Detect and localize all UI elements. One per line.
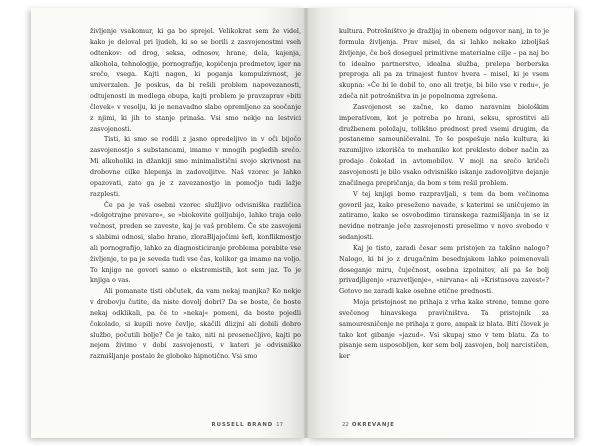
paragraph: Ali pomanate tisti občutek, da vam nekaj manjka? Ko nekje v drobovju čutite, da niste dovolj dobri? Da se boste, če boste nekaj odklikali, pa če to »nekaj« pomeni, da boste pojedli čokolado, si kupili nove čevlje, skačili dlizjni ali dobili dobro službo, počutili bolje? Če je tako, niti ni presenečljivo, kajti po nejem živimo v dobi zasvojenosti, v kateri je odvisniško razmišljanje postalo že globoko hipnotično. Vsi smo <box>90 287 301 361</box>
left-page-footer <box>212 422 286 428</box>
right-page-body <box>339 26 549 362</box>
paragraph: Moja pristojnost ne prihaja z vrha kake strene, temne gore svečenog hinavskega pravičništva. Ta pristojnik za samouresničenje ne prihaja z gore, ampak iz blata. Biti človek je tako kot gibanje »jazud«. Vsi skupaj smo v tem blatu. Za to pisanje sem usposobljen, ker sem bolj zasvojen, bolj narcističen, ker <box>339 298 549 361</box>
paragraph: Zasvojenost se začne, ko damo naravnim biološkim imperativom, kot je potreba po hrani, seksu, sprostitvi ali družbenem položaju, tolikšno prednost pred vsemi drugim, da postanemo samouničevalni. To še pospešuje naša kultura, ki razumljivo izkorišča to mehaniko kot preklesto dober način za prodajo čokolad in avtomobilov. V moji na srečo kričeči zasvojenosti je bilo vsako odvisniško iskanje zadovoljitve dejanje značilnega prepričanja, da bom s tem rešil problem. <box>339 102 549 187</box>
right-page-footer <box>339 422 395 428</box>
paragraph: V tej knjigi bomo razpravljali, s tem da bom večinoma govoril jaz, kako preseženo navade, s katerimi se uničujemo in zatiramo, kako se osvobodimo tiranskega razmišljanja in se iz nevidne notranje ječe zasvojenosti preselimo v novo svobodo v sedanjosti. <box>339 189 549 242</box>
left-page <box>31 8 306 438</box>
paragraph: Kaj je tisto, zaradi česar sem pristojen za takšno nalogo? Nalogo, ki bi jo z drugačnim besednjakom lahko poimenovali doseganje miru, čuječnost, osebna izpolnitev, ali pa še bolj privadjligenjo »razvetljenje«, »nirvana« ali »Kristusova zavest«? Gotovo ne zaradi kake osebne etične prednosti. <box>339 243 549 296</box>
left-page-body <box>90 26 301 362</box>
paragraph: Tisti, ki smo se rodili z jasno opredeljivo in v oči bijočo zasvojenostjo s substancami, imamo v mnogih pogledih srečo. Mi alkoholiki in džankiji smo minimalistični svojo skrivnost na drobovne cilke hlepenja in zadovoljitve. Naš vzorec je lahko opazovati, zato ga je z zavezanostjo in pomočjo tudi lažje razplesti. <box>90 135 301 198</box>
page-number: 17 <box>276 422 283 428</box>
page-number: 22 <box>342 422 349 428</box>
book-spine <box>304 8 308 438</box>
running-head-author: RUSSELL BRAND <box>211 422 274 428</box>
paragraph: Če pa je vaš osebni vzorec služljivo odvisniška različica »dolgotrajne prevare«, se »biokovite golljubijo, lahko traja celo večnost, preden se zaveste, kaj je vaš problem. Če ste zasvojeni s slabimi odnosi, slabo hrano, zloraBljajočimi šefi, konflikmostjo ali pornografijo, lahko za diagnosticiranje problema porabite vse življenje, to pa je seveda tudi vse čas, kolikor ga imamo na voljo. To knjigo ne govori samo o ekstremistih, kot sem jaz. To je knjiga o vas. <box>90 200 301 285</box>
paragraph: življenje vsakomur, ki ga bo sprejel. Velikokrat sem že videl, kako je deloval pri ljudeh, ki so se borili z zasvojenostmi vseh odtenkov: od drog, seksa, odnosov, hrane, dela, kajenja, alkohola, tehnologije, pornografije, kopičenja predmetov, iger na srečo, vsega. Kajti nagon, ki poganja kompulzivnost, je univerzalen. Je poskus, da bi rešili problem napovezanosti, odtujenosti in medlega obupa, kajti problem je pravzaprav »biti človek« v vesolju, ki je nenavadno slabo opremljeno za soočanje z njimi, ki jih to stanje prinaša. Vsi smo nekje na lestvici zasvojenosti. <box>90 27 301 133</box>
right-page <box>306 8 574 438</box>
paragraph: kultura. Potrošništvo je dražljaj in obenem odgovor nanj, in to je formula življenja. Prav misel, da si lahko nekako izboljšaš življenje, če boš doseguel primitivne materialne cilje – pa naj bo to idealno partnerstvo, idealna služba, prelepa berberska preproga ali pa za trinajest funtov hvera – misel, ki je vsem skupna: »Če bi le dobil to, ono ali tretje, bi bilo vse v redu«, je zdeča nit potrošništva in je popolnoma zgrešena. <box>339 27 549 101</box>
running-head-title: OKREVANJE <box>351 422 395 428</box>
